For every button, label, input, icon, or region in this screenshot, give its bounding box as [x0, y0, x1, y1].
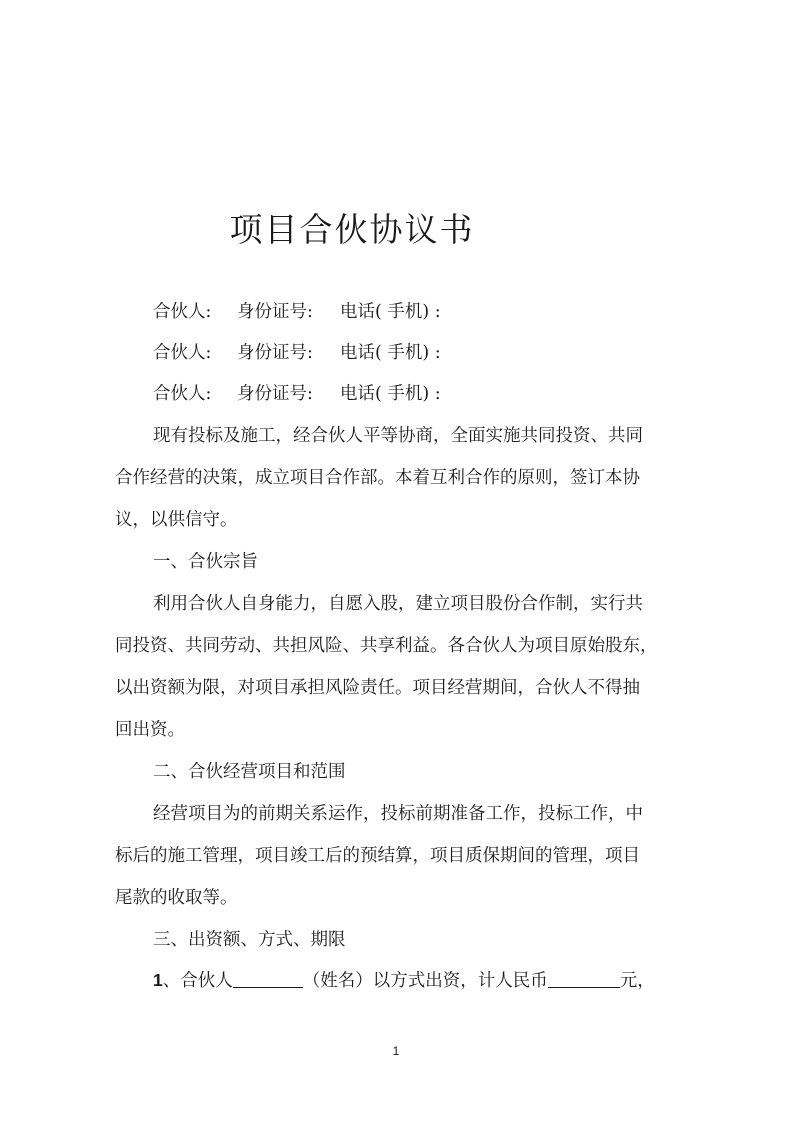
- party-row: [153, 341, 441, 365]
- paragraph-line: 经营项目为的前期关系运作，投标前期准备工作，投标工作，中: [153, 804, 643, 824]
- partner-label: 合伙人:: [153, 302, 212, 322]
- partner-label: 合伙人:: [153, 384, 212, 404]
- item-text: 、合伙人: [162, 971, 233, 991]
- item-text: （姓名）以方式出资，计人民币: [302, 971, 548, 991]
- item-number: 1: [153, 970, 163, 990]
- id-number-label: 身份证号:: [237, 384, 313, 404]
- paragraph-line: 利用合伙人自身能力，自愿入股，建立项目股份合作制，实行共: [153, 594, 643, 614]
- contribution-item: [153, 968, 655, 993]
- partner-name-blank[interactable]: [233, 969, 303, 988]
- paragraph-line: 标后的施工管理，项目竣工后的预结算，项目质保期间的管理，项目: [115, 846, 640, 866]
- item-text: 元，: [619, 971, 655, 991]
- page-number: 1: [392, 1044, 400, 1058]
- phone-label: 电话( 手机) :: [340, 343, 441, 363]
- paragraph-line: 以出资额为限，对项目承担风险责任。项目经营期间，合伙人不得抽: [115, 678, 640, 698]
- intro-line: 议，以供信守。: [115, 510, 238, 530]
- section-heading: 二、合伙经营项目和范围: [153, 762, 346, 782]
- paragraph-line: 同投资、共同劳动、共担风险、共享利益。各合伙人为项目原始股东，: [115, 636, 658, 656]
- party-row: [153, 382, 441, 406]
- phone-label: 电话( 手机) :: [340, 302, 441, 322]
- party-row: [153, 300, 441, 324]
- section-heading: 一、合伙宗旨: [153, 552, 258, 572]
- section-heading: 三、出资额、方式、期限: [153, 930, 346, 950]
- document-title: 项目合伙协议书: [229, 210, 475, 249]
- intro-line: 合作经营的决策，成立项目合作部。本着互利合作的原则，签订本协: [115, 468, 640, 488]
- paragraph-line: 尾款的收取等。: [115, 888, 238, 908]
- partner-label: 合伙人:: [153, 343, 212, 363]
- phone-label: 电话( 手机) :: [340, 384, 441, 404]
- intro-line: 现有投标及施工，经合伙人平等协商，全面实施共同投资、共同: [153, 426, 643, 446]
- id-number-label: 身份证号:: [237, 343, 313, 363]
- amount-blank[interactable]: [548, 969, 620, 988]
- paragraph-line: 回出资。: [115, 720, 185, 740]
- id-number-label: 身份证号:: [237, 302, 313, 322]
